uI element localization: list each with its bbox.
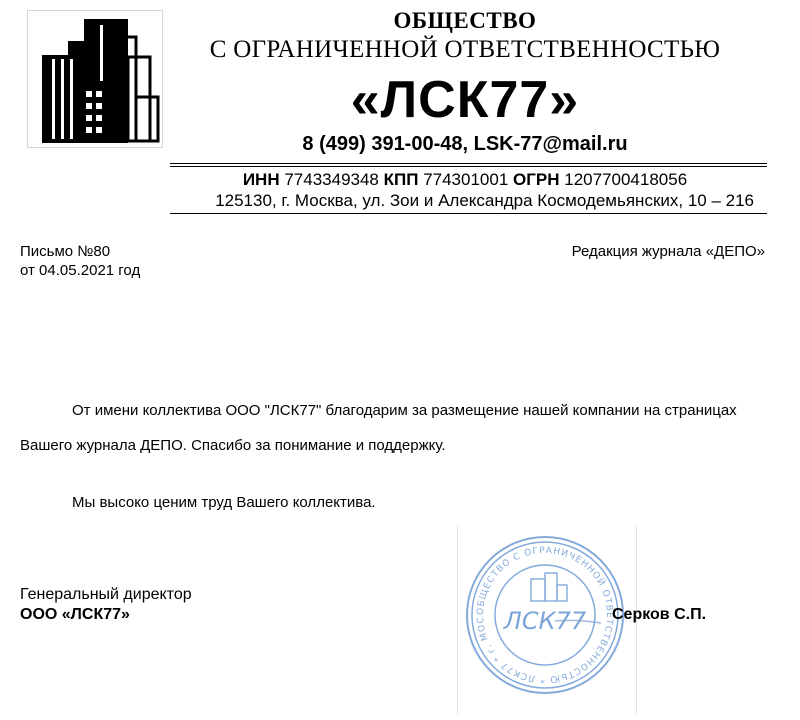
address-underline [170,213,767,214]
letter-body [20,393,760,520]
company-logo [27,10,163,148]
letter-number: Письмо №80 [20,243,111,260]
signatory-position: Генеральный директор [20,586,192,603]
letter-date: от 04.05.2021 год [20,262,141,279]
company-address: 125130, г. Москва, ул. Зои и Александра Космодемьянских, 10 – 216 [215,191,754,210]
body-paragraph: От имени коллектива ООО "ЛСК77" благодарим за размещение нашей компании на страницах Вашего журнала ДЕПО. Спасибо за понимание и поддержку. [20,402,737,454]
buildings-logo-icon [28,11,164,149]
seal-stamp-icon [455,535,635,695]
inn-value: 7743349348 [284,170,379,189]
seal-ring-text: ОБЩЕСТВО С ОГРАНИЧЕННОЙ ОТВЕТСТВЕННОСТЬЮ * ЛСК77 * г. МОС [475,545,615,685]
ogrn-label: ОГРН [513,170,560,189]
kpp-label: КПП [383,170,419,189]
company-contacts: 8 (499) 391-00-48, LSK-77@mail.ru [302,133,628,155]
inn-label: ИНН [242,170,280,189]
letter-recipient: Редакция журнала «ДЕПО» [571,243,765,260]
org-title: ОБЩЕСТВО [393,8,537,33]
body-paragraph: Мы высоко ценим труд Вашего коллектива. [72,494,376,511]
seal-center-text: ЛСК77 [503,607,587,635]
org-subtitle: С ОГРАНИЧЕННОЙ ОТВЕТСТВЕННОСТЬЮ [209,36,721,63]
header-divider-top [170,163,767,164]
signatory-organization: ООО «ЛСК77» [20,606,130,623]
company-requisites [170,170,760,190]
ogrn-value: 1207700418056 [564,170,688,189]
company-seal [455,535,635,700]
signatory-name: Серков С.П. [612,606,707,623]
kpp-value: 774301001 [423,170,509,189]
company-name: «ЛСК77» [350,71,580,129]
header-divider-bottom [170,166,767,167]
